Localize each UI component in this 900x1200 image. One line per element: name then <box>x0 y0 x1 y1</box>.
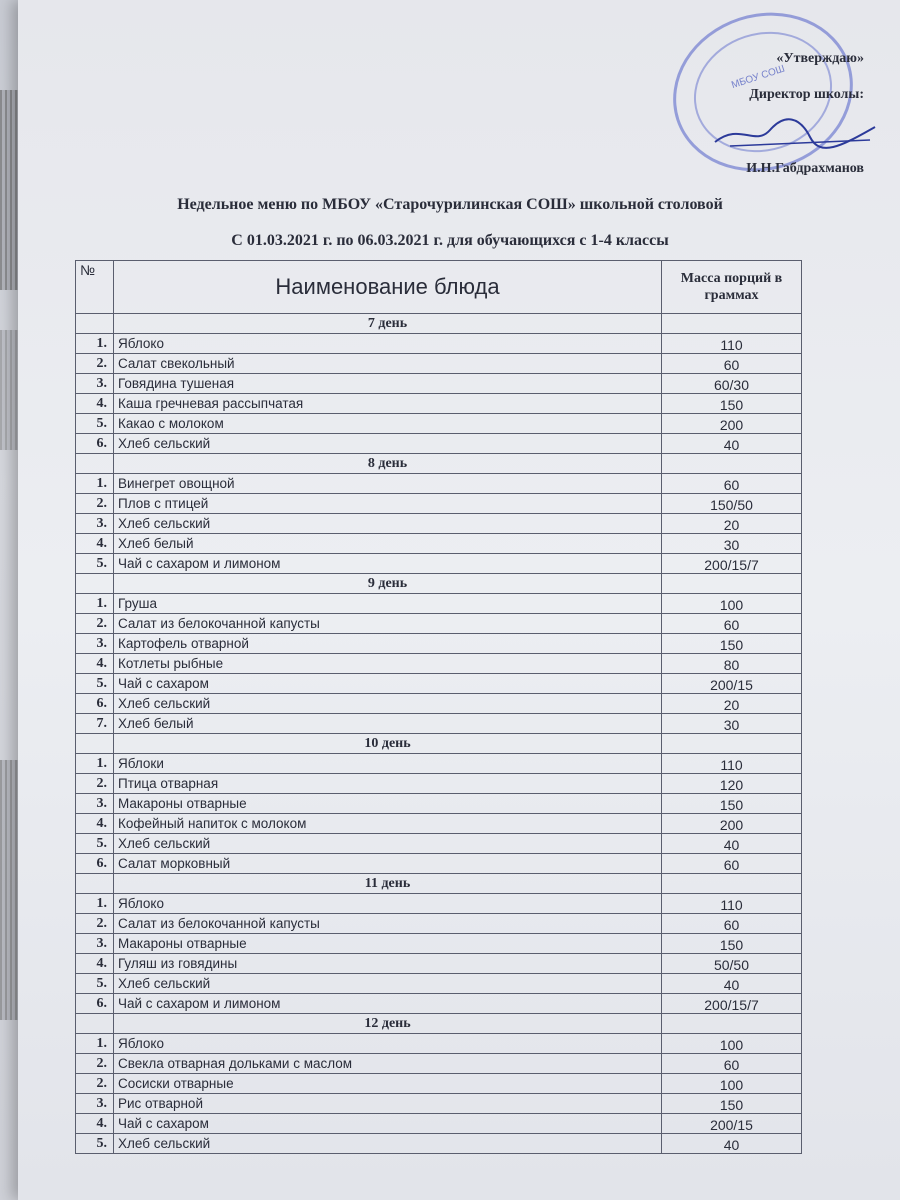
item-number: 4. <box>76 654 114 674</box>
dish-name: Котлеты рыбные <box>114 654 662 674</box>
dish-name: Салат из белокочанной капусты <box>114 914 662 934</box>
item-number: 6. <box>76 994 114 1014</box>
dish-name: Свекла отварная дольками с маслом <box>114 1054 662 1074</box>
day-empty-cell <box>76 314 114 334</box>
table-header-row <box>76 261 802 314</box>
portion-mass: 60 <box>662 854 802 874</box>
table-row <box>76 354 802 374</box>
portion-mass: 60 <box>662 1054 802 1074</box>
item-number: 1. <box>76 334 114 354</box>
day-empty-cell <box>662 874 802 894</box>
day-header-row <box>76 734 802 754</box>
header-number: № <box>76 261 114 314</box>
table-row <box>76 1054 802 1074</box>
item-number: 3. <box>76 374 114 394</box>
dish-name: Рис отварной <box>114 1094 662 1114</box>
table-row <box>76 894 802 914</box>
table-row <box>76 1074 802 1094</box>
portion-mass: 150 <box>662 934 802 954</box>
dish-name: Хлеб сельский <box>114 694 662 714</box>
item-number: 2. <box>76 614 114 634</box>
header-portion-mass: Масса порций в граммах <box>662 261 802 314</box>
item-number: 5. <box>76 834 114 854</box>
dish-name: Макароны отварные <box>114 934 662 954</box>
approval-name: И.Н.Габдрахманов <box>746 161 864 176</box>
portion-mass: 150/50 <box>662 494 802 514</box>
item-number: 5. <box>76 1134 114 1154</box>
dish-name: Яблоко <box>114 334 662 354</box>
portion-mass: 120 <box>662 774 802 794</box>
dish-name: Хлеб сельский <box>114 434 662 454</box>
table-row <box>76 554 802 574</box>
table-row <box>76 614 802 634</box>
dish-name: Хлеб сельский <box>114 1134 662 1154</box>
item-number: 4. <box>76 394 114 414</box>
table-row <box>76 594 802 614</box>
item-number: 6. <box>76 694 114 714</box>
day-empty-cell <box>662 1014 802 1034</box>
item-number: 1. <box>76 754 114 774</box>
portion-mass: 110 <box>662 894 802 914</box>
table-row <box>76 714 802 734</box>
day-empty-cell <box>76 874 114 894</box>
dish-name: Кофейный напиток с молоком <box>114 814 662 834</box>
dish-name: Винегрет овощной <box>114 474 662 494</box>
item-number: 6. <box>76 854 114 874</box>
table-row <box>76 834 802 854</box>
table-row <box>76 1114 802 1134</box>
item-number: 3. <box>76 634 114 654</box>
portion-mass: 40 <box>662 974 802 994</box>
table-row <box>76 334 802 354</box>
portion-mass: 60 <box>662 914 802 934</box>
item-number: 1. <box>76 474 114 494</box>
dish-name: Салат морковный <box>114 854 662 874</box>
day-header-row <box>76 1014 802 1034</box>
portion-mass: 30 <box>662 714 802 734</box>
day-empty-cell <box>76 454 114 474</box>
item-number: 1. <box>76 894 114 914</box>
menu-table-body <box>76 314 802 1154</box>
dish-name: Хлеб сельский <box>114 834 662 854</box>
day-header-row <box>76 574 802 594</box>
dish-name: Салат свекольный <box>114 354 662 374</box>
dish-name: Хлеб сельский <box>114 514 662 534</box>
portion-mass: 80 <box>662 654 802 674</box>
approval-position: Директор школы: <box>749 87 864 102</box>
dish-name: Плов с птицей <box>114 494 662 514</box>
table-row <box>76 494 802 514</box>
portion-mass: 60 <box>662 474 802 494</box>
day-empty-cell <box>662 734 802 754</box>
table-row <box>76 854 802 874</box>
table-row <box>76 374 802 394</box>
day-empty-cell <box>662 314 802 334</box>
dish-name: Салат из белокочанной капусты <box>114 614 662 634</box>
portion-mass: 200 <box>662 414 802 434</box>
item-number: 5. <box>76 674 114 694</box>
table-row <box>76 754 802 774</box>
portion-mass: 20 <box>662 694 802 714</box>
item-number: 2. <box>76 1054 114 1074</box>
item-number: 7. <box>76 714 114 734</box>
day-label: 8 день <box>114 454 662 474</box>
item-number: 1. <box>76 1034 114 1054</box>
table-row <box>76 794 802 814</box>
portion-mass: 150 <box>662 1094 802 1114</box>
day-label: 10 день <box>114 734 662 754</box>
item-number: 2. <box>76 914 114 934</box>
portion-mass: 50/50 <box>662 954 802 974</box>
table-row <box>76 914 802 934</box>
portion-mass: 150 <box>662 394 802 414</box>
table-row <box>76 654 802 674</box>
item-number: 4. <box>76 1114 114 1134</box>
table-row <box>76 674 802 694</box>
table-row <box>76 514 802 534</box>
dish-name: Чай с сахаром и лимоном <box>114 554 662 574</box>
day-label: 12 день <box>114 1014 662 1034</box>
portion-mass: 150 <box>662 794 802 814</box>
item-number: 2. <box>76 1074 114 1094</box>
table-row <box>76 474 802 494</box>
portion-mass: 100 <box>662 1074 802 1094</box>
document-title: Недельное меню по МБОУ «Старочурилинская СОШ» школьной столовой <box>177 196 723 213</box>
item-number: 5. <box>76 554 114 574</box>
dish-name: Груша <box>114 594 662 614</box>
day-empty-cell <box>662 454 802 474</box>
item-number: 1. <box>76 594 114 614</box>
day-empty-cell <box>662 574 802 594</box>
item-number: 2. <box>76 494 114 514</box>
approval-heading: «Утверждаю» <box>776 51 864 66</box>
day-empty-cell <box>76 734 114 754</box>
portion-mass: 20 <box>662 514 802 534</box>
item-number: 3. <box>76 1094 114 1114</box>
portion-mass: 40 <box>662 834 802 854</box>
menu-table <box>75 260 802 1154</box>
dish-name: Макароны отварные <box>114 794 662 814</box>
day-header-row <box>76 454 802 474</box>
item-number: 4. <box>76 954 114 974</box>
item-number: 4. <box>76 534 114 554</box>
item-number: 5. <box>76 974 114 994</box>
portion-mass: 110 <box>662 334 802 354</box>
item-number: 5. <box>76 414 114 434</box>
dish-name: Яблоко <box>114 1034 662 1054</box>
item-number: 3. <box>76 794 114 814</box>
portion-mass: 200 <box>662 814 802 834</box>
dish-name: Гуляш из говядины <box>114 954 662 974</box>
document-subtitle: С 01.03.2021 г. по 06.03.2021 г. для обучающихся с 1-4 классы <box>231 232 669 249</box>
table-row <box>76 1094 802 1114</box>
table-row <box>76 394 802 414</box>
item-number: 2. <box>76 774 114 794</box>
day-label: 9 день <box>114 574 662 594</box>
table-row <box>76 634 802 654</box>
table-row <box>76 934 802 954</box>
item-number: 3. <box>76 934 114 954</box>
portion-mass: 60 <box>662 614 802 634</box>
dish-name: Хлеб белый <box>114 534 662 554</box>
dish-name: Каша гречневая рассыпчатая <box>114 394 662 414</box>
portion-mass: 30 <box>662 534 802 554</box>
item-number: 4. <box>76 814 114 834</box>
dish-name: Сосиски отварные <box>114 1074 662 1094</box>
stamp-text: МБОУ СОШ <box>730 63 787 92</box>
table-row <box>76 414 802 434</box>
portion-mass: 200/15 <box>662 1114 802 1134</box>
table-row <box>76 954 802 974</box>
dish-name: Хлеб сельский <box>114 974 662 994</box>
dish-name: Яблоко <box>114 894 662 914</box>
day-header-row <box>76 314 802 334</box>
day-label: 11 день <box>114 874 662 894</box>
dish-name: Чай с сахаром и лимоном <box>114 994 662 1014</box>
portion-mass: 150 <box>662 634 802 654</box>
portion-mass: 200/15/7 <box>662 994 802 1014</box>
day-empty-cell <box>76 1014 114 1034</box>
day-header-row <box>76 874 802 894</box>
dish-name: Чай с сахаром <box>114 674 662 694</box>
dish-name: Чай с сахаром <box>114 1114 662 1134</box>
portion-mass: 40 <box>662 1134 802 1154</box>
table-row <box>76 974 802 994</box>
table-row <box>76 1134 802 1154</box>
item-number: 2. <box>76 354 114 374</box>
portion-mass: 100 <box>662 1034 802 1054</box>
table-row <box>76 534 802 554</box>
dish-name: Хлеб белый <box>114 714 662 734</box>
portion-mass: 200/15 <box>662 674 802 694</box>
item-number: 6. <box>76 434 114 454</box>
item-number: 3. <box>76 514 114 534</box>
table-row <box>76 694 802 714</box>
dish-name: Говядина тушеная <box>114 374 662 394</box>
header-dish-name: Наименование блюда <box>114 261 662 314</box>
signature <box>710 112 880 152</box>
day-empty-cell <box>76 574 114 594</box>
table-row <box>76 1034 802 1054</box>
portion-mass: 100 <box>662 594 802 614</box>
dish-name: Яблоки <box>114 754 662 774</box>
portion-mass: 40 <box>662 434 802 454</box>
portion-mass: 60/30 <box>662 374 802 394</box>
portion-mass: 110 <box>662 754 802 774</box>
dish-name: Птица отварная <box>114 774 662 794</box>
dish-name: Какао с молоком <box>114 414 662 434</box>
table-row <box>76 774 802 794</box>
portion-mass: 200/15/7 <box>662 554 802 574</box>
table-row <box>76 994 802 1014</box>
dish-name: Картофель отварной <box>114 634 662 654</box>
table-row <box>76 434 802 454</box>
table-row <box>76 814 802 834</box>
portion-mass: 60 <box>662 354 802 374</box>
day-label: 7 день <box>114 314 662 334</box>
